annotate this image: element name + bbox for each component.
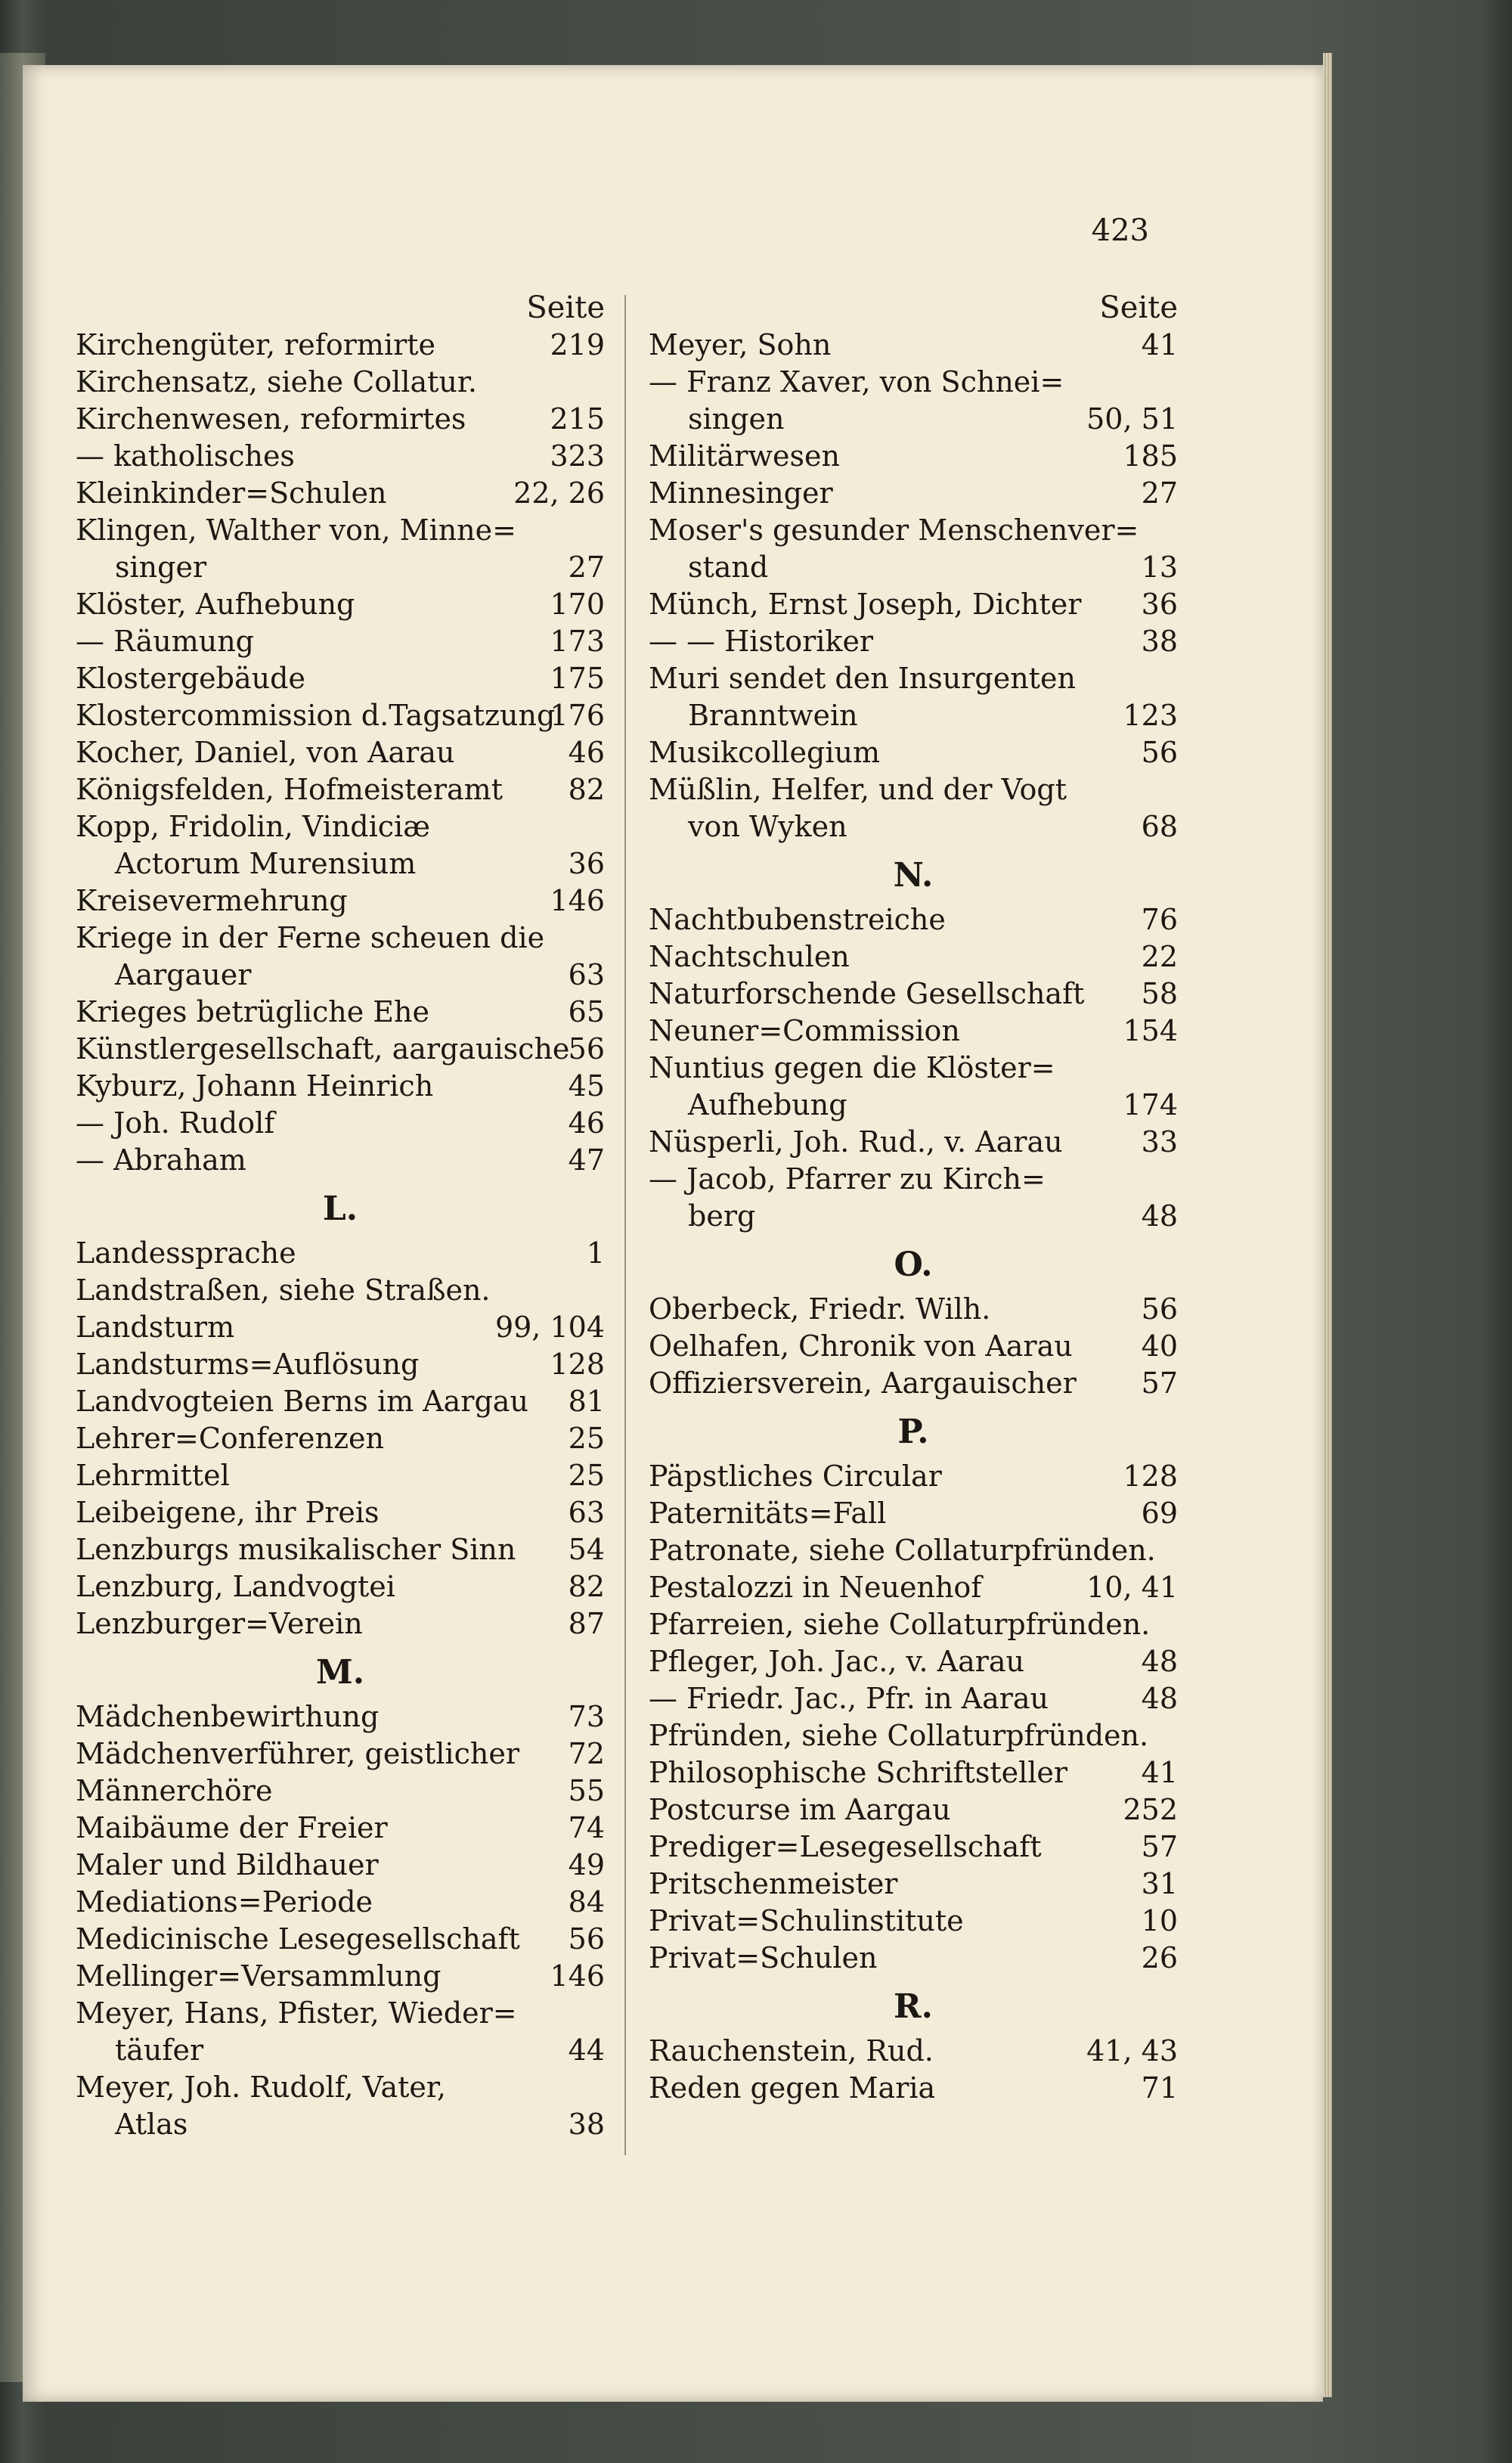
index-entry-page: 175 <box>550 662 605 695</box>
index-entry <box>649 327 1178 364</box>
index-entry <box>76 1921 605 1958</box>
index-column-right <box>649 289 1178 2107</box>
index-entry <box>649 1291 1178 1328</box>
index-entry-text: Pfründen, siehe Collaturpfründen. <box>649 1719 1149 1752</box>
section-letter-heading: L. <box>322 1190 358 1228</box>
index-entry-page: 176 <box>550 699 605 732</box>
section-letter-heading: M. <box>315 1653 365 1692</box>
index-entry <box>76 364 605 401</box>
index-entry-page: 128 <box>550 1348 605 1381</box>
index-column-left <box>76 289 605 2143</box>
index-entry-page: 146 <box>550 884 605 917</box>
index-entry-page: 10 <box>1141 1904 1178 1937</box>
index-entry-page: 48 <box>1141 1682 1178 1715</box>
index-entry-page: 68 <box>1141 810 1178 843</box>
index-entry-text: Lenzburg, Landvogtei <box>76 1570 395 1603</box>
index-entry-text: Lenzburger=Verein <box>76 1607 363 1640</box>
index-entry-text: — Räumung <box>76 625 254 658</box>
index-entry-page: 63 <box>568 1496 605 1529</box>
index-entry <box>76 1309 605 1346</box>
index-entry-text: Aufhebung <box>688 1088 847 1121</box>
index-entry-text: — Friedr. Jac., Pfr. in Aarau <box>649 1682 1049 1715</box>
index-entry <box>76 2069 605 2106</box>
index-entry-text: Privat=Schulen <box>649 1941 878 1974</box>
index-entry-text: Landstraßen, siehe Straßen. <box>76 1273 491 1307</box>
index-entry-text: — — Historiker <box>649 625 874 658</box>
index-entry <box>76 697 605 734</box>
index-entry-text: Maler und Bildhauer <box>76 1848 379 1881</box>
index-entry <box>76 1568 605 1605</box>
column-divider <box>624 295 626 2155</box>
index-entry-page: 36 <box>1141 588 1178 621</box>
index-entry-page: 1 <box>586 1236 605 1270</box>
index-entry-text: Medicinische Lesegesellschaft <box>76 1922 520 1956</box>
index-entry <box>76 660 605 697</box>
index-entry-page: 323 <box>550 439 605 473</box>
index-entry <box>649 976 1178 1013</box>
column-header-seite: Seite <box>1099 290 1178 325</box>
index-entry-page: 69 <box>1141 1497 1178 1530</box>
index-entry <box>649 364 1178 401</box>
index-entry <box>76 401 605 438</box>
index-entry-text: Klostergebäude <box>76 662 305 695</box>
index-entry-text: Nachtbubenstreiche <box>649 903 946 936</box>
index-entry-text: Kirchengüter, reformirte <box>76 328 436 361</box>
index-entry <box>76 808 605 845</box>
index-entry <box>649 438 1178 475</box>
index-entry <box>649 938 1178 976</box>
index-entry-text: Müßlin, Helfer, und der Vogt <box>649 773 1067 806</box>
index-entry-page: 36 <box>568 847 605 880</box>
index-entry <box>649 1606 1178 1643</box>
page-edges <box>1323 53 1332 2397</box>
index-entry-text: Lenzburgs musikalischer Sinn <box>76 1533 516 1566</box>
index-entry-text: Aargauer <box>115 958 252 991</box>
index-entry-text: Kleinkinder=Schulen <box>76 476 387 510</box>
index-entry-text: Landsturms=Auflösung <box>76 1348 420 1381</box>
index-entry <box>649 549 1178 586</box>
index-entry-page: 99, 104 <box>494 1311 605 1344</box>
index-entry <box>76 994 605 1031</box>
index-entry-text: Prediger=Lesegesellschaft <box>649 1830 1042 1863</box>
index-entry <box>76 438 605 475</box>
index-entry <box>76 1346 605 1383</box>
index-entry <box>649 1495 1178 1532</box>
index-entry-page: 73 <box>568 1700 605 1733</box>
index-entry-text: täufer <box>115 2033 204 2067</box>
index-entry <box>76 1420 605 1457</box>
index-entry-text: Kopp, Fridolin, Vindiciæ <box>76 810 430 843</box>
index-entry <box>649 1829 1178 1866</box>
index-entry-text: Landsturm <box>76 1311 235 1344</box>
index-entry-page: 56 <box>1141 1292 1178 1326</box>
index-entry <box>649 1161 1178 1198</box>
index-entry-page: 22, 26 <box>513 476 605 510</box>
index-entry <box>76 1457 605 1494</box>
index-entry-page: 13 <box>1141 551 1178 584</box>
index-entry-text: Pritschenmeister <box>649 1867 898 1900</box>
index-entry <box>649 1087 1178 1124</box>
index-entry-text: berg <box>688 1199 756 1233</box>
index-entry-page: 45 <box>568 1069 605 1103</box>
index-entry <box>76 1958 605 1995</box>
index-entry-page: 54 <box>568 1533 605 1566</box>
index-entry-text: Muri sendet den Insurgenten <box>649 662 1076 695</box>
index-entry-page: 76 <box>1141 903 1178 936</box>
index-entry-text: Münch, Ernst Joseph, Dichter <box>649 588 1082 621</box>
index-entry-text: singen <box>688 402 785 436</box>
index-entry-text: Philosophische Schriftsteller <box>649 1756 1068 1789</box>
index-entry <box>76 920 605 957</box>
index-entry <box>76 734 605 771</box>
index-entry <box>76 549 605 586</box>
index-entry-page: 44 <box>568 2033 605 2067</box>
index-entry-text: Nüsperli, Joh. Rud., v. Aarau <box>649 1125 1063 1159</box>
index-entry <box>649 401 1178 438</box>
index-entry <box>76 845 605 883</box>
index-entry-text: von Wyken <box>688 810 847 843</box>
index-entry-page: 27 <box>568 551 605 584</box>
index-entry <box>649 1013 1178 1050</box>
index-entry-page: 50, 51 <box>1086 402 1178 436</box>
index-entry-text: Meyer, Hans, Pfister, Wieder= <box>76 1996 517 2030</box>
index-entry <box>76 1494 605 1531</box>
index-entry-text: Kreisevermehrung <box>76 884 348 917</box>
index-entry-text: Krieges betrügliche Ehe <box>76 995 429 1028</box>
index-entry <box>649 2070 1178 2107</box>
index-entry-page: 48 <box>1141 1199 1178 1233</box>
index-entry <box>76 1736 605 1773</box>
index-entry <box>76 1105 605 1142</box>
index-entry-text: Männerchöre <box>76 1774 273 1807</box>
index-entry-text: Meyer, Sohn <box>649 328 832 361</box>
index-entry-text: Pfleger, Joh. Jac., v. Aarau <box>649 1645 1025 1678</box>
index-entry <box>649 586 1178 623</box>
index-entry <box>76 771 605 808</box>
index-entry-text: Lehrer=Conferenzen <box>76 1422 384 1455</box>
index-entry <box>76 1773 605 1810</box>
index-entry <box>76 1031 605 1068</box>
index-entry <box>649 808 1178 845</box>
index-entry-page: 49 <box>568 1848 605 1881</box>
index-entry-page: 56 <box>568 1922 605 1956</box>
index-entry-text: Postcurse im Aargau <box>649 1793 951 1826</box>
index-entry <box>649 1532 1178 1569</box>
index-entry-page: 154 <box>1123 1014 1178 1047</box>
index-entry-text: Kirchenwesen, reformirtes <box>76 402 466 436</box>
index-entry-page: 48 <box>1141 1645 1178 1678</box>
section-letter-heading: R. <box>894 1987 933 2026</box>
index-entry-text: Landvogteien Berns im Aargau <box>76 1385 528 1418</box>
index-entry-text: Militärwesen <box>649 439 840 473</box>
index-entry <box>76 1383 605 1420</box>
index-entry-page: 173 <box>550 625 605 658</box>
index-entry <box>76 1847 605 1884</box>
index-entry-page: 185 <box>1123 439 1178 473</box>
index-entry-text: Nachtschulen <box>649 940 850 973</box>
index-entry-page: 41 <box>1141 1756 1178 1789</box>
index-entry-page: 84 <box>568 1885 605 1919</box>
index-entry <box>649 1198 1178 1235</box>
index-entry-page: 65 <box>568 995 605 1028</box>
index-entry-page: 219 <box>550 328 605 361</box>
index-entry <box>649 1050 1178 1087</box>
index-entry-text: Leibeigene, ihr Preis <box>76 1496 380 1529</box>
index-entry-text: — katholisches <box>76 439 295 473</box>
index-entry-page: 146 <box>550 1959 605 1993</box>
index-entry <box>649 660 1178 697</box>
section-letter-heading: N. <box>893 856 934 895</box>
section-letter-heading: O. <box>894 1245 933 1284</box>
index-entry-text: Päpstliches Circular <box>649 1459 942 1493</box>
index-entry-text: — Joh. Rudolf <box>76 1106 275 1140</box>
index-entry <box>76 883 605 920</box>
index-entry-page: 38 <box>1141 625 1178 658</box>
index-entry-text: Mellinger=Versammlung <box>76 1959 442 1993</box>
index-entry-text: Oelhafen, Chronik von Aarau <box>649 1329 1073 1363</box>
index-entry <box>76 1698 605 1736</box>
index-entry <box>649 1328 1178 1365</box>
index-entry-page: 25 <box>568 1459 605 1492</box>
index-entry <box>649 771 1178 808</box>
index-entry-text: Kriege in der Ferne scheuen die <box>76 921 545 954</box>
index-entry <box>649 1791 1178 1829</box>
index-entry <box>649 901 1178 938</box>
index-entry <box>76 957 605 994</box>
index-entry <box>76 586 605 623</box>
index-entry <box>649 1365 1178 1402</box>
index-entry <box>649 1680 1178 1717</box>
index-entry <box>649 1903 1178 1940</box>
index-entry-text: Maibäume der Freier <box>76 1811 388 1844</box>
index-entry-page: 46 <box>568 1106 605 1140</box>
index-entry-text: Neuner=Commission <box>649 1014 960 1047</box>
index-entry-text: Minnesinger <box>649 476 833 510</box>
index-entry-text: Landessprache <box>76 1236 296 1270</box>
index-entry-page: 40 <box>1141 1329 1178 1363</box>
index-entry-page: 22 <box>1141 940 1178 973</box>
index-entry-text: — Franz Xaver, von Schnei= <box>649 365 1064 399</box>
index-entry-page: 82 <box>568 773 605 806</box>
index-entry-text: singer <box>115 551 207 584</box>
index-entry-page: 174 <box>1123 1088 1178 1121</box>
index-entry <box>649 1940 1178 1977</box>
index-entry <box>649 1569 1178 1606</box>
index-entry-text: Atlas <box>115 2108 188 2141</box>
index-entry-page: 57 <box>1141 1830 1178 1863</box>
index-entry <box>649 512 1178 549</box>
index-entry-page: 41 <box>1141 328 1178 361</box>
index-entry-page: 215 <box>550 402 605 436</box>
index-entry-text: Mädchenbewirthung <box>76 1700 380 1733</box>
index-entry <box>649 623 1178 660</box>
column-header-seite: Seite <box>526 290 605 325</box>
index-list-right <box>649 327 1178 2107</box>
index-entry-page: 38 <box>568 2108 605 2141</box>
index-entry <box>649 2033 1178 2070</box>
index-entry-page: 26 <box>1141 1941 1178 1974</box>
index-entry-page: 63 <box>568 958 605 991</box>
index-entry <box>76 1272 605 1309</box>
index-entry-page: 57 <box>1141 1366 1178 1400</box>
index-entry-text: Künstlergesellschaft, aargauische <box>76 1032 570 1066</box>
index-entry <box>76 1068 605 1105</box>
index-entry-page: 56 <box>1141 736 1178 769</box>
index-entry <box>76 2032 605 2069</box>
index-entry <box>76 1884 605 1921</box>
index-entry-text: Mediations=Periode <box>76 1885 373 1919</box>
index-entry-text: Moser's gesunder Menschenver= <box>649 513 1139 547</box>
index-entry <box>649 1458 1178 1495</box>
index-entry-text: Oberbeck, Friedr. Wilh. <box>649 1292 991 1326</box>
index-entry-page: 33 <box>1141 1125 1178 1159</box>
index-entry-text: Pfarreien, siehe Collaturpfründen. <box>649 1608 1151 1641</box>
index-entry-page: 71 <box>1141 2071 1178 2105</box>
index-entry-text: Branntwein <box>688 699 858 732</box>
index-entry <box>649 697 1178 734</box>
index-entry-text: Kyburz, Johann Heinrich <box>76 1069 434 1103</box>
index-entry-page: 47 <box>568 1143 605 1177</box>
index-entry-text: Lehrmittel <box>76 1459 230 1492</box>
index-entry-page: 56 <box>568 1032 605 1066</box>
index-entry-text: Klostercommission d.Tagsatzung <box>76 699 556 732</box>
index-entry-page: 74 <box>568 1811 605 1844</box>
index-entry <box>76 1531 605 1568</box>
index-entry-page: 10, 41 <box>1086 1571 1178 1604</box>
index-entry <box>76 512 605 549</box>
index-entry-page: 25 <box>568 1422 605 1455</box>
index-entry <box>649 475 1178 512</box>
index-entry-page: 252 <box>1123 1793 1178 1826</box>
index-entry-page: 27 <box>1141 476 1178 510</box>
index-entry-page: 46 <box>568 736 605 769</box>
index-entry-page: 55 <box>568 1774 605 1807</box>
index-entry-text: Mädchenverführer, geistlicher <box>76 1737 519 1770</box>
index-entry <box>76 1810 605 1847</box>
index-entry-page: 128 <box>1123 1459 1178 1493</box>
index-entry-page: 31 <box>1141 1867 1178 1900</box>
index-entry <box>649 1866 1178 1903</box>
index-entry-text: Patronate, siehe Collaturpfründen. <box>649 1534 1156 1567</box>
index-entry-text: Pestalozzi in Neuenhof <box>649 1571 982 1604</box>
index-entry <box>649 1124 1178 1161</box>
index-entry <box>76 2106 605 2143</box>
index-entry <box>76 1235 605 1272</box>
index-entry-text: Klingen, Walther von, Minne= <box>76 513 516 547</box>
index-entry <box>76 1605 605 1643</box>
index-entry <box>649 734 1178 771</box>
index-entry <box>649 1754 1178 1791</box>
index-entry <box>76 327 605 364</box>
index-entry-text: Kocher, Daniel, von Aarau <box>76 736 455 769</box>
index-entry <box>76 1995 605 2032</box>
index-entry <box>649 1643 1178 1680</box>
section-letter-heading: P. <box>897 1413 929 1451</box>
index-entry-text: Privat=Schulinstitute <box>649 1904 964 1937</box>
index-list-left <box>76 327 605 2143</box>
index-entry-page: 81 <box>568 1385 605 1418</box>
index-entry-text: stand <box>688 551 769 584</box>
index-entry <box>76 623 605 660</box>
index-entry-page: 82 <box>568 1570 605 1603</box>
index-entry <box>76 1142 605 1179</box>
index-entry-page: 72 <box>568 1737 605 1770</box>
index-entry-text: Naturforschende Gesellschaft <box>649 977 1085 1010</box>
index-entry-text: Paternitäts=Fall <box>649 1497 887 1530</box>
index-entry-page: 123 <box>1123 699 1178 732</box>
index-entry-text: Königsfelden, Hofmeisteramt <box>76 773 503 806</box>
index-entry-text: — Jacob, Pfarrer zu Kirch= <box>649 1162 1046 1196</box>
index-entry-page: 41, 43 <box>1086 2034 1178 2067</box>
index-entry-text: Klöster, Aufhebung <box>76 588 355 621</box>
index-entry-text: Offiziersverein, Aargauischer <box>649 1366 1077 1400</box>
index-entry <box>76 475 605 512</box>
index-entry-page: 170 <box>550 588 605 621</box>
index-entry-text: Actorum Murensium <box>115 847 417 880</box>
index-entry-text: — Abraham <box>76 1143 246 1177</box>
index-entry-text: Nuntius gegen die Klöster= <box>649 1051 1055 1084</box>
index-entry-text: Reden gegen Maria <box>649 2071 936 2105</box>
index-entry-text: Rauchenstein, Rud. <box>649 2034 934 2067</box>
index-entry-page: 87 <box>568 1607 605 1640</box>
index-entry-text: Musikcollegium <box>649 736 881 769</box>
index-entry-text: Meyer, Joh. Rudolf, Vater, <box>76 2071 446 2104</box>
page-number: 423 <box>1091 213 1149 248</box>
index-entry <box>649 1717 1178 1754</box>
index-entry-text: Kirchensatz, siehe Collatur. <box>76 365 477 399</box>
index-entry-page: 58 <box>1141 977 1178 1010</box>
